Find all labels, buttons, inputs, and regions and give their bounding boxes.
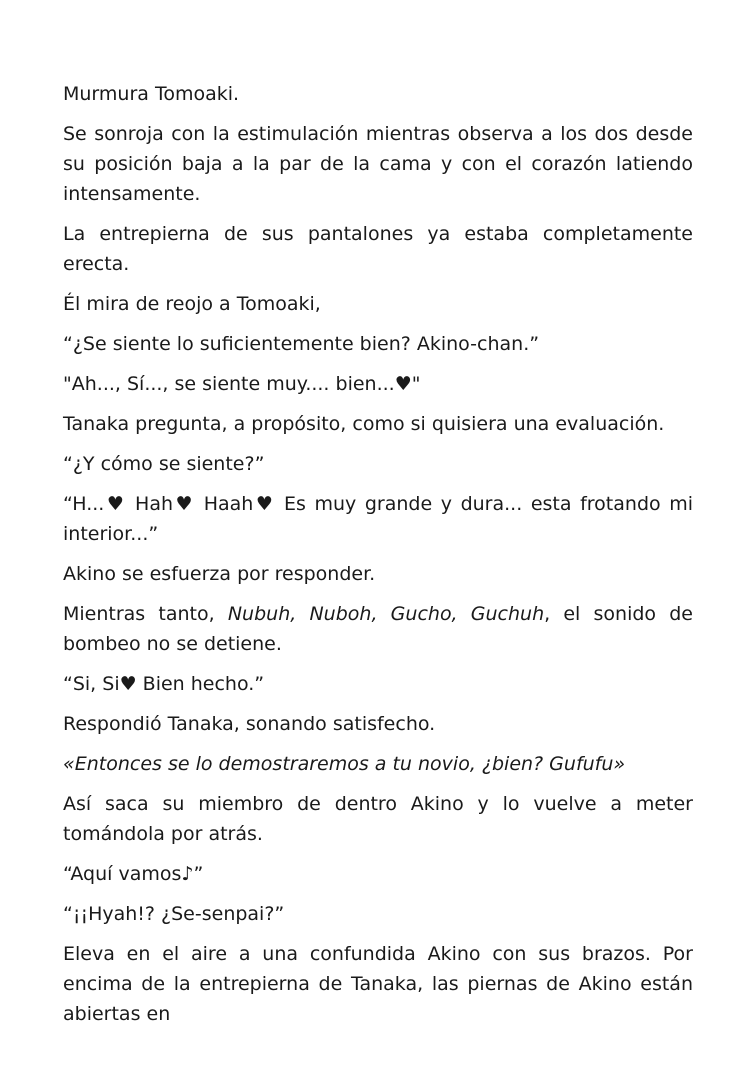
paragraph-5 (63, 329, 693, 359)
paragraph-14 (63, 749, 693, 779)
paragraph-3 (63, 219, 693, 279)
paragraph-text: Así saca su miembro de dentro Akino y lo vuelve a meter tomándola por atrás. (63, 793, 693, 845)
paragraph-text: Mientras tanto, (63, 603, 228, 625)
paragraph-text: “Si, Si♥ Bien hecho.” (63, 673, 265, 695)
paragraph-text: “H...♥ Hah♥ Haah♥ Es muy grande y dura... esta frotando mi interior...” (63, 493, 693, 545)
paragraph-15 (63, 789, 693, 849)
document-page (63, 79, 693, 1039)
paragraph-text: , el sonido de bombeo no se detiene. (63, 603, 693, 655)
italic-dialogue-text: «Entonces se lo demostraremos a tu novio, ¿bien? Gufufu» (63, 753, 626, 775)
paragraph-6 (63, 369, 693, 399)
paragraph-4 (63, 289, 693, 319)
paragraph-18 (63, 939, 693, 1029)
paragraph-17 (63, 899, 693, 929)
paragraph-text: "Ah..., Sí..., se siente muy.... bien...♥" (63, 373, 421, 395)
paragraph-16 (63, 859, 693, 889)
paragraph-text: “¿Se siente lo suficientemente bien? Akino-chan.” (63, 333, 540, 355)
paragraph-text: Eleva en el aire a una confundida Akino con sus brazos. Por encima de la entrepierna de Tanaka, las piernas de Akino están abiertas en (63, 943, 693, 1025)
paragraph-text: Murmura Tomoaki. (63, 83, 240, 105)
paragraph-10 (63, 559, 693, 589)
paragraph-text: La entrepierna de sus pantalones ya estaba completamente erecta. (63, 223, 693, 275)
paragraph-text: “Aquí vamos♪” (63, 863, 204, 885)
paragraph-text: “¡¡Hyah!? ¿Se-senpai?” (63, 903, 285, 925)
paragraph-13 (63, 709, 693, 739)
paragraph-11 (63, 599, 693, 659)
paragraph-text: Él mira de reojo a Tomoaki, (63, 293, 321, 315)
paragraph-text: Respondió Tanaka, sonando satisfecho. (63, 713, 436, 735)
paragraph-12 (63, 669, 693, 699)
paragraph-9 (63, 489, 693, 549)
paragraph-2 (63, 119, 693, 209)
paragraph-text: “¿Y cómo se siente?” (63, 453, 265, 475)
paragraph-text: Akino se esfuerza por responder. (63, 563, 376, 585)
paragraph-text: Tanaka pregunta, a propósito, como si quisiera una evaluación. (63, 413, 665, 435)
paragraph-1 (63, 79, 693, 109)
paragraph-8 (63, 449, 693, 479)
paragraph-text: Se sonroja con la estimulación mientras observa a los dos desde su posición baja a la par de la cama y con el corazón latiendo intensamente. (63, 123, 693, 205)
onomatopoeia-text: Nubuh, Nuboh, Gucho, Guchuh (227, 603, 545, 625)
paragraph-7 (63, 409, 693, 439)
